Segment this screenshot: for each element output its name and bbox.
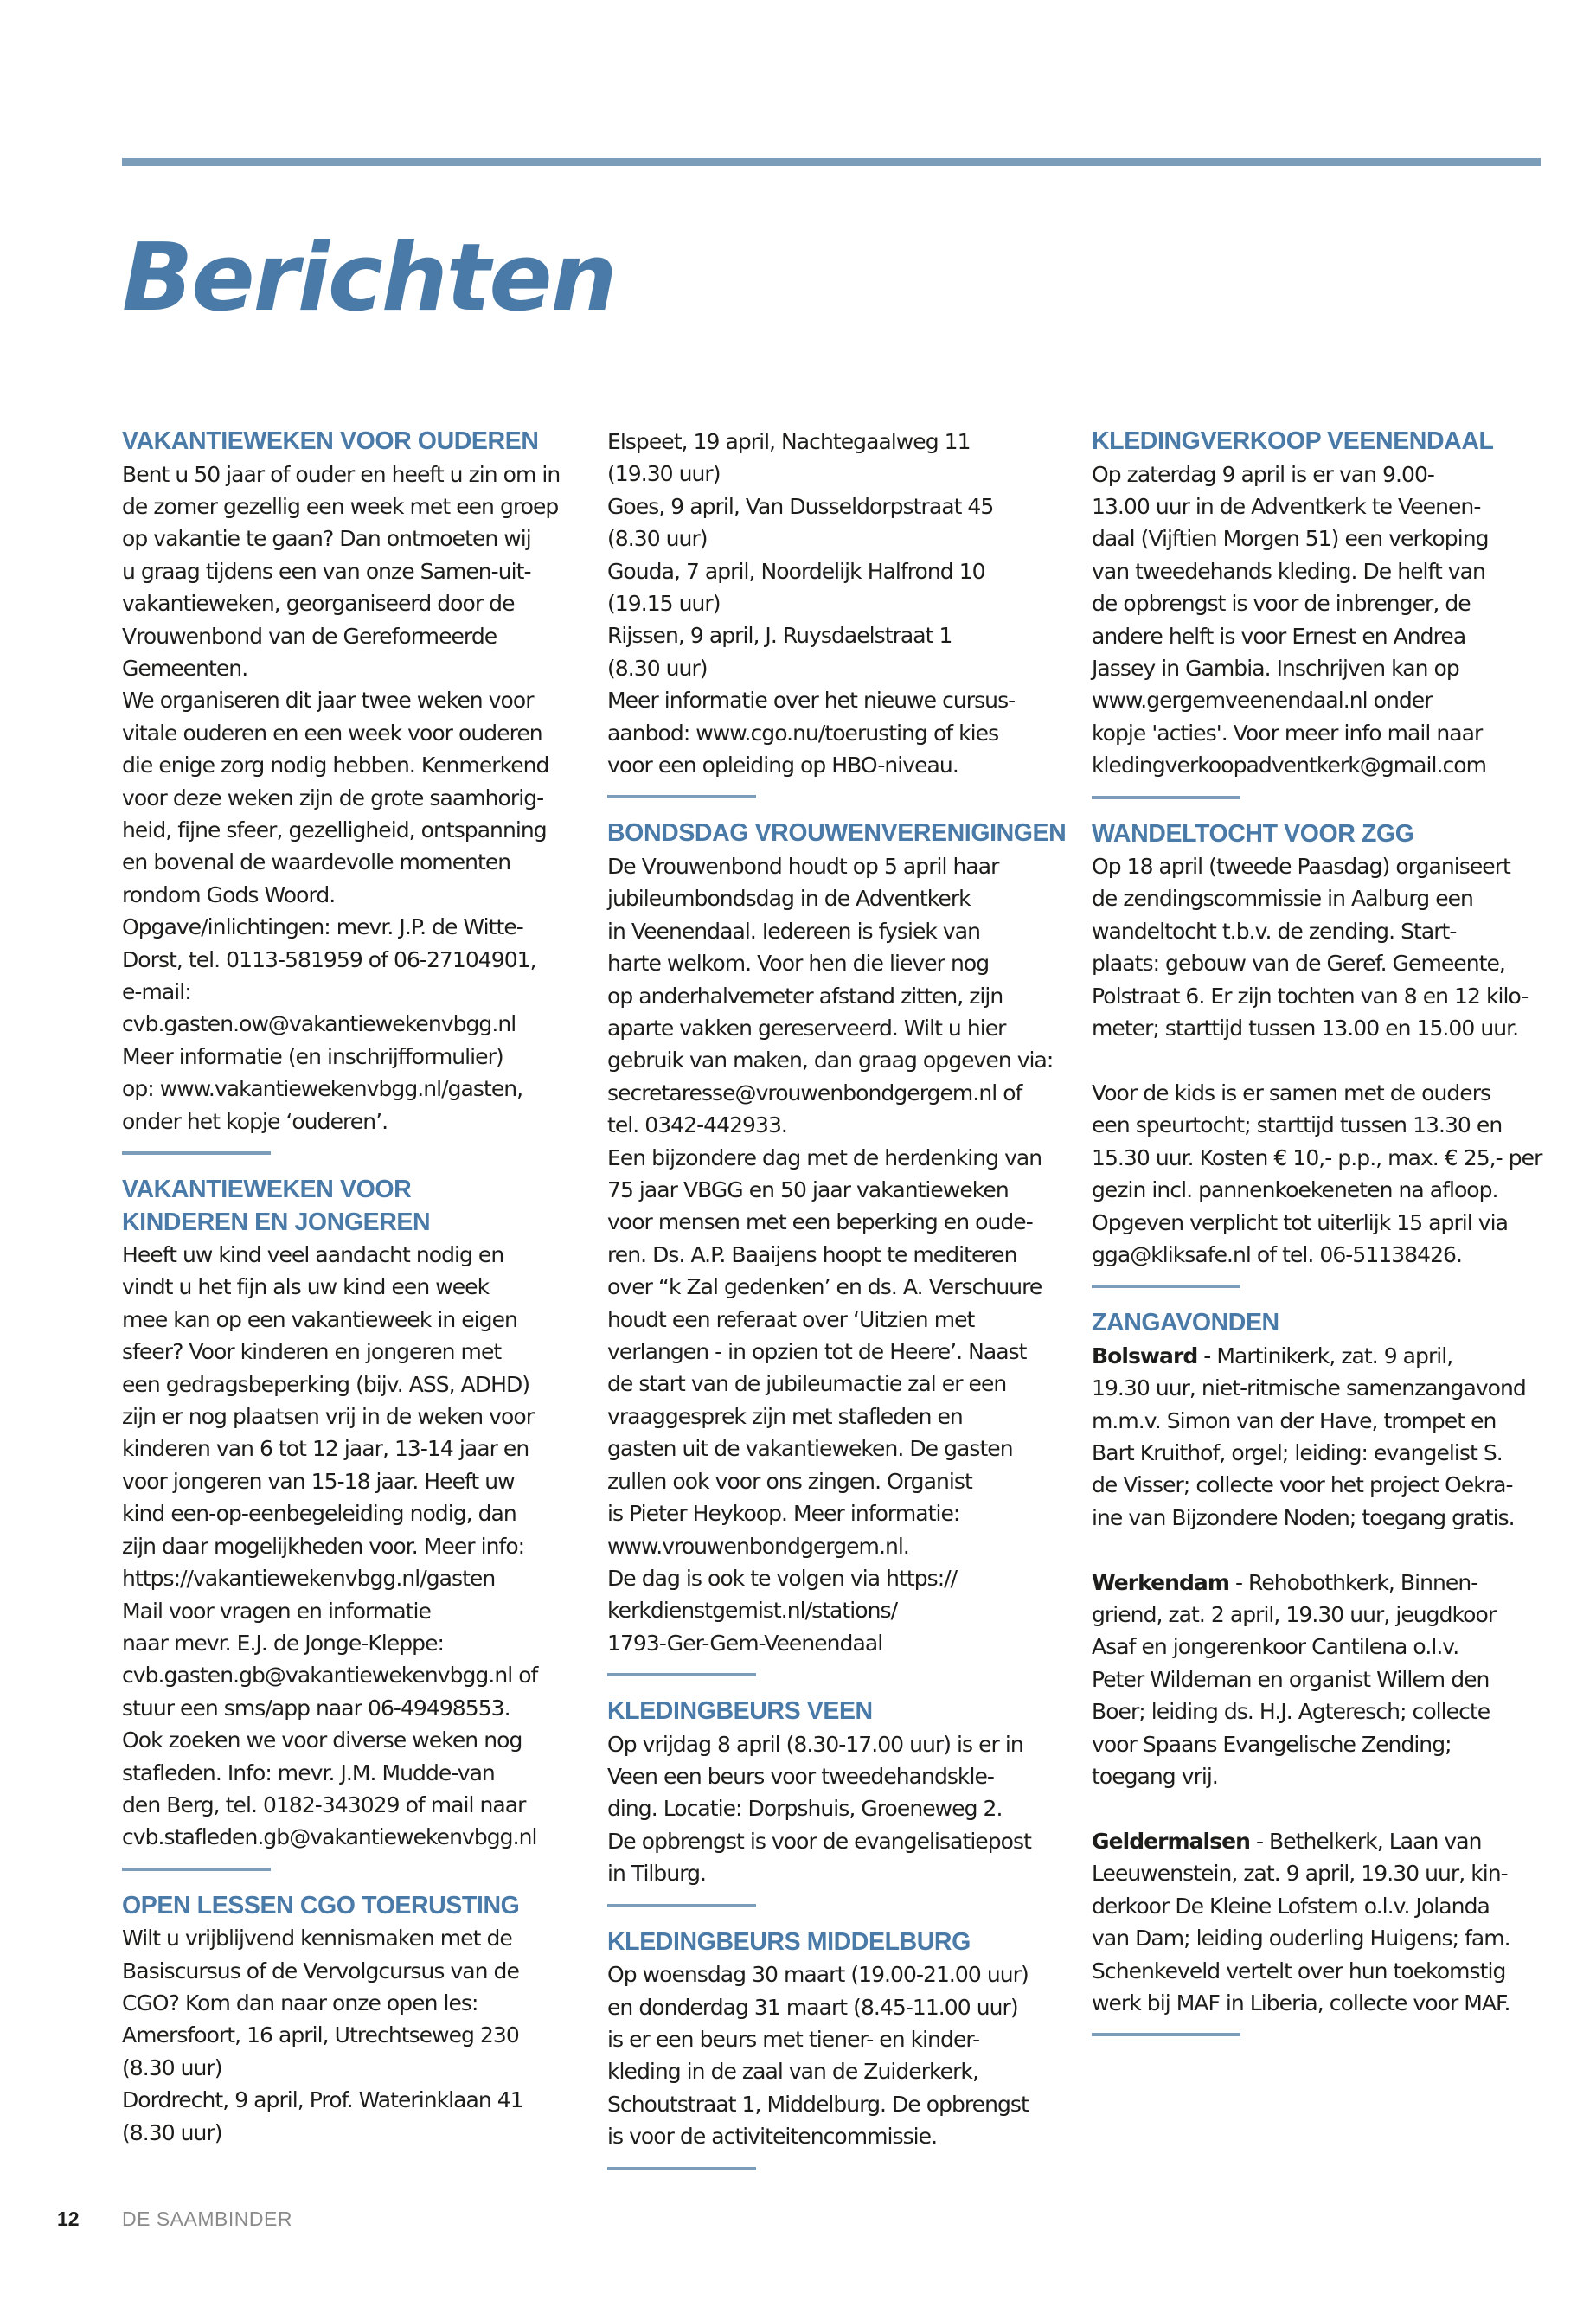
- section-divider: [1092, 1285, 1240, 1288]
- text-line: 1793-Ger-Gem-Veenendaal: [607, 1630, 883, 1656]
- text-line: Op 18 april (tweede Paasdag) organiseert: [1092, 854, 1510, 880]
- text-line: zijn daar mogelijkheden voor. Meer info:: [122, 1533, 525, 1559]
- text-line: Mail voor vragen en informatie: [122, 1598, 431, 1624]
- text-line: gga@kliksafe.nl of tel. 06-51138426.: [1092, 1241, 1463, 1267]
- text-line: Opgave/inlichtingen: mevr. J.P. de Witte-: [122, 914, 523, 940]
- text-line: Asaf en jongerenkoor Cantilena o.l.v.: [1092, 1634, 1459, 1660]
- text-line: www.vrouwenbondgergem.nl.: [607, 1533, 909, 1559]
- section-divider: [607, 2167, 756, 2170]
- paragraph-gap: [1092, 1534, 1554, 1566]
- location-label: Bolsward: [1092, 1343, 1198, 1368]
- text-line: www.gergemveenendaal.nl onder: [1092, 688, 1433, 714]
- text-line: CGO? Kom dan naar onze open les:: [122, 1990, 478, 2016]
- article-title-vakantieweken-ouderen: VAKANTIEWEKEN VOOR OUDEREN: [122, 427, 539, 455]
- text-line: 13.00 uur in de Adventkerk te Veenen-: [1092, 493, 1481, 519]
- location-label: Geldermalsen: [1092, 1828, 1250, 1854]
- text-line: u graag tijdens een van onze Samen-uit-: [122, 558, 531, 584]
- zangavond-bolsward-lead: Bolsward - Martinikerk, zat. 9 april,: [1092, 1343, 1453, 1368]
- text-line: op vakantie te gaan? Dan ontmoeten wij: [122, 526, 531, 552]
- text-line: is er een beurs met tiener- en kinder-: [607, 2026, 980, 2052]
- text-line: 19.30 uur, niet-ritmische samenzangavond: [1092, 1375, 1526, 1401]
- text-line: de zendingscommissie in Aalburg een: [1092, 886, 1473, 912]
- text-line: jubileumbondsdag in de Adventkerk: [607, 886, 971, 912]
- text-line: Op woensdag 30 maart (19.00-21.00 uur): [607, 1962, 1029, 1988]
- text-line: (8.30 uur): [607, 526, 708, 552]
- text-line: Gemeenten.: [122, 655, 248, 681]
- text-line: de start van de jubileumactie zal er een: [607, 1371, 1007, 1397]
- text-line: aanbod: www.cgo.nu/toerusting of kies: [607, 720, 999, 746]
- text-line: Goes, 9 april, Van Dusseldorpstraat 45: [607, 493, 994, 519]
- text-line: heid, fijne sfeer, gezelligheid, ontspanning: [122, 817, 547, 843]
- text-line: van Dam; leiding ouderling Huigens; fam.: [1092, 1926, 1510, 1952]
- text-line: We organiseren dit jaar twee weken voor: [122, 688, 534, 714]
- text-line: zijn er nog plaatsen vrij in de weken voor: [122, 1404, 535, 1430]
- text-line: Dorst, tel. 0113-581959 of 06-27104901,: [122, 946, 536, 972]
- text-line: (8.30 uur): [122, 2054, 222, 2080]
- text-line: Schenkeveld vertelt over hun toekomstig: [1092, 1958, 1506, 1984]
- section-divider: [122, 1151, 271, 1155]
- column-3: [1092, 426, 1554, 2055]
- article-title-wandeltocht: WANDELTOCHT VOOR ZGG: [1092, 819, 1414, 848]
- text-line: ren. Ds. A.P. Baaijens hoopt te mediteren: [607, 1241, 1017, 1267]
- text-line: voor Spaans Evangelische Zending;: [1092, 1731, 1452, 1757]
- text-line: kopje 'acties'. Voor meer info mail naar: [1092, 720, 1483, 746]
- text-line: mee kan op een vakantieweek in eigen: [122, 1306, 517, 1332]
- text-line: gezin incl. pannenkoekeneten na afloop.: [1092, 1177, 1498, 1203]
- section-divider: [607, 1904, 756, 1907]
- section-divider: [1092, 796, 1240, 799]
- text-line: De opbrengst is voor de evangelisatiepost: [607, 1828, 1031, 1854]
- text-line: gasten uit de vakantieweken. De gasten: [607, 1436, 1013, 1462]
- zangavond-werkendam-lead: Werkendam - Rehobothkerk, Binnen-: [1092, 1569, 1478, 1595]
- text-line: https://vakantiewekenvbgg.nl/gasten: [122, 1566, 496, 1592]
- text-line: voor deze weken zijn de grote saamhorig-: [122, 785, 544, 811]
- text-line: sfeer? Voor kinderen en jongeren met: [122, 1339, 502, 1365]
- text-line: Polstraat 6. Er zijn tochten van 8 en 12 kilo-: [1092, 983, 1529, 1009]
- text-line: Schoutstraat 1, Middelburg. De opbrengst: [607, 2091, 1029, 2117]
- text-line: de zomer gezellig een week met een groep: [122, 493, 559, 519]
- text-line: Bart Kruithof, orgel; leiding: evangelist S.: [1092, 1440, 1503, 1466]
- article-body-wandeltocht: [1092, 850, 1554, 1044]
- text-line: op anderhalvemeter afstand zitten, zijn: [607, 983, 1003, 1009]
- text-line: werk bij MAF in Liberia, collecte voor MAF.: [1092, 1990, 1510, 2016]
- text-line: kledingverkoopadventkerk@gmail.com: [1092, 753, 1487, 779]
- article-body-vakantieweken-kinderen: [122, 1239, 585, 1854]
- text-line: Rijssen, 9 april, J. Ruysdaelstraat 1: [607, 623, 952, 649]
- text-line: vraaggesprek zijn met stafleden en: [607, 1403, 963, 1429]
- text-line: een speurtocht; starttijd tussen 13.30 en: [1092, 1112, 1503, 1138]
- text-line: in Tilburg.: [607, 1861, 707, 1887]
- column-2: [607, 426, 1070, 2189]
- text-line: (19.30 uur): [607, 461, 721, 487]
- zangavond-geldermalsen-body: [1092, 1857, 1554, 2019]
- article-body-wandeltocht-kids: [1092, 1077, 1554, 1271]
- text-line: rondom Gods Woord.: [122, 881, 336, 907]
- section-divider: [607, 1673, 756, 1676]
- text-line: zullen ook voor ons zingen. Organist: [607, 1468, 972, 1494]
- text-line: Voor de kids is er samen met de ouders: [1092, 1080, 1491, 1106]
- text-line: voor jongeren van 15-18 jaar. Heeft uw: [122, 1468, 515, 1494]
- text-line: (8.30 uur): [607, 655, 708, 681]
- text-line: stafleden. Info: mevr. J.M. Mudde-van: [122, 1759, 495, 1785]
- text-line: Peter Wildeman en organist Willem den: [1092, 1666, 1490, 1692]
- zangavond-geldermalsen-lead: Geldermalsen - Bethelkerk, Laan van: [1092, 1828, 1482, 1854]
- article-title-kledingverkoop-veenendaal: KLEDINGVERKOOP VEENENDAAL: [1092, 427, 1494, 455]
- text-line: cvb.gasten.gb@vakantiewekenvbgg.nl of: [122, 1663, 538, 1689]
- publication-name: DE SAAMBINDER: [122, 2208, 292, 2230]
- text-line: van tweedehands kleding. De helft van: [1092, 558, 1485, 584]
- text-line: plaats: gebouw van de Geref. Gemeente,: [1092, 951, 1505, 977]
- text-line: die enige zorg nodig hebben. Kenmerkend: [122, 753, 549, 779]
- text-line: Ook zoeken we voor diverse weken nog: [122, 1727, 522, 1753]
- text-line: (19.15 uur): [607, 591, 721, 617]
- text-line: Elspeet, 19 april, Nachtegaalweg 11: [607, 429, 971, 454]
- article-body-kledingbeurs-middelburg: [607, 1958, 1070, 2152]
- text-line: Vrouwenbond van de Gereformeerde: [122, 623, 497, 649]
- text-line: ding. Locatie: Dorpshuis, Groeneweg 2.: [607, 1796, 1003, 1822]
- text-line: Op zaterdag 9 april is er van 9.00-: [1092, 461, 1434, 487]
- text-line: andere helft is voor Ernest en Andrea: [1092, 623, 1466, 649]
- page-number: 12: [57, 2208, 80, 2230]
- text-line: verlangen - in opzien tot de Heere’. Naast: [607, 1339, 1027, 1365]
- text-line: stuur een sms/app naar 06-49498553.: [122, 1695, 510, 1721]
- text-line: naar mevr. E.J. de Jonge-Kleppe:: [122, 1630, 444, 1656]
- text-line: De Vrouwenbond houdt op 5 april haar: [607, 853, 999, 879]
- text-line: e-mail:: [122, 979, 191, 1004]
- text-line: Op vrijdag 8 april (8.30-17.00 uur) is er in: [607, 1731, 1023, 1757]
- text-line: Basiscursus of de Vervolgcursus van de: [122, 1958, 519, 1984]
- text-line: griend, zat. 2 april, 19.30 uur, jeugdkoor: [1092, 1602, 1497, 1628]
- text-line: cvb.stafleden.gb@vakantiewekenvbgg.nl: [122, 1824, 537, 1850]
- text-line: secretaresse@vrouwenbondgergem.nl of: [607, 1080, 1022, 1106]
- text-line: 15.30 uur. Kosten € 10,- p.p., max. € 25,- per: [1092, 1144, 1542, 1170]
- article-body-kledingbeurs-veen: [607, 1728, 1070, 1890]
- text-line: Opgeven verplicht tot uiterlijk 15 april via: [1092, 1209, 1509, 1235]
- text-line: meter; starttijd tussen 13.00 en 15.00 uur.: [1092, 1016, 1519, 1042]
- text-line: toegang vrij.: [1092, 1764, 1218, 1790]
- location-label: Werkendam: [1092, 1569, 1229, 1595]
- text-line: de opbrengst is voor de inbrenger, de: [1092, 591, 1471, 617]
- article-title-open-lessen-cgo: OPEN LESSEN CGO TOERUSTING: [122, 1891, 520, 1920]
- section-divider: [607, 795, 756, 798]
- text-line: gebruik van maken, dan graag opgeven via:: [607, 1048, 1054, 1074]
- text-line: tel. 0342-442933.: [607, 1112, 787, 1138]
- text-line: is Pieter Heykoop. Meer informatie:: [607, 1501, 960, 1527]
- text-line: over “k Zal gedenken’ en ds. A. Verschuure: [607, 1274, 1042, 1300]
- text-line: voor een opleiding op HBO-niveau.: [607, 753, 958, 779]
- text-line: Gouda, 7 april, Noordelijk Halfrond 10: [607, 558, 985, 584]
- article-body-bondsdag: [607, 850, 1070, 1659]
- text-line: Meer informatie (en inschrijfformulier): [122, 1043, 503, 1069]
- article-title-vakantieweken-kinderen: VAKANTIEWEKEN VOOR KINDEREN EN JONGEREN: [122, 1176, 431, 1236]
- article-body-open-lessen-cgo: [122, 1922, 585, 2149]
- text-line: is voor de activiteitencommissie.: [607, 2124, 938, 2150]
- text-line: Veen een beurs voor tweedehandskle-: [607, 1764, 994, 1790]
- page-title: Berichten: [122, 224, 616, 332]
- column-1: [122, 426, 585, 2149]
- text-line: m.m.v. Simon van der Have, trompet en: [1092, 1407, 1497, 1433]
- article-title-bondsdag: BONDSDAG VROUWENVERENIGINGEN: [607, 819, 1067, 848]
- text-line: Leeuwenstein, zat. 9 april, 19.30 uur, kin-: [1092, 1861, 1508, 1887]
- text-line: ine van Bijzondere Noden; toegang gratis.: [1092, 1504, 1515, 1530]
- text-line: vindt u het fijn als uw kind een week: [122, 1274, 490, 1300]
- text-line: aparte vakken gereserveerd. Wilt u hier: [607, 1016, 1006, 1041]
- text-line: kerkdienstgemist.nl/stations/: [607, 1598, 898, 1624]
- text-line: Wilt u vrijblijvend kennismaken met de: [122, 1926, 512, 1952]
- text-line: vitale ouderen en een week voor ouderen: [122, 720, 542, 746]
- text-line: een gedragsbeperking (bijv. ASS, ADHD): [122, 1371, 530, 1397]
- article-title-kledingbeurs-middelburg: KLEDINGBEURS MIDDELBURG: [607, 1927, 971, 1956]
- text-line: harte welkom. Voor hen die liever nog: [607, 951, 990, 977]
- article-body-vakantieweken-ouderen: [122, 458, 585, 1138]
- zangavond-werkendam-body: [1092, 1599, 1554, 1792]
- text-line: wandeltocht t.b.v. de zending. Start-: [1092, 918, 1457, 944]
- text-line: kinderen van 6 tot 12 jaar, 13-14 jaar en: [122, 1436, 529, 1462]
- text-line: kind een-op-eenbegeleiding nodig, dan: [122, 1501, 516, 1527]
- text-line: kleding in de zaal van de Zuiderkerk,: [607, 2059, 978, 2085]
- text-line: Dordrecht, 9 april, Prof. Waterinklaan 41: [122, 2087, 523, 2113]
- text-line: houdt een referaat over ‘Uitzien met: [607, 1306, 975, 1332]
- text-line: De dag is ook te volgen via https://: [607, 1565, 958, 1591]
- text-line: vakantieweken, georganiseerd door de: [122, 591, 515, 617]
- text-line: op: www.vakantiewekenvbgg.nl/gasten,: [122, 1076, 523, 1102]
- section-divider: [1092, 2033, 1240, 2036]
- text-line: de Visser; collecte voor het project Oekra-: [1092, 1472, 1513, 1498]
- text-line: (8.30 uur): [122, 2119, 222, 2145]
- text-line: derkoor De Kleine Lofstem o.l.v. Jolanda: [1092, 1893, 1490, 1919]
- text-line: in Veenendaal. Iedereen is fysiek van: [607, 918, 981, 944]
- text-line: Bent u 50 jaar of ouder en heeft u zin om in: [122, 461, 561, 487]
- zangavond-bolsward-body: [1092, 1372, 1554, 1534]
- text-line: cvb.gasten.ow@vakantiewekenvbgg.nl: [122, 1011, 516, 1037]
- text-line: Heeft uw kind veel aandacht nodig en: [122, 1242, 504, 1268]
- article-title-kledingbeurs-veen: KLEDINGBEURS VEEN: [607, 1697, 873, 1726]
- article-body-kledingverkoop-veenendaal: [1092, 458, 1554, 782]
- top-rule: [122, 158, 1541, 166]
- text-line: voor mensen met een beperking en oude-: [607, 1209, 1033, 1235]
- text-line: Meer informatie over het nieuwe cursus-: [607, 688, 1016, 714]
- text-line: daal (Vijftien Morgen 51) een verkoping: [1092, 526, 1489, 552]
- section-divider: [122, 1868, 271, 1871]
- text-line: Jassey in Gambia. Inschrijven kan op: [1092, 655, 1459, 681]
- text-line: den Berg, tel. 0182-343029 of mail naar: [122, 1791, 526, 1817]
- paragraph-gap: [1092, 1045, 1554, 1077]
- article-title-zangavonden: ZANGAVONDEN: [1092, 1309, 1279, 1337]
- text-line: 75 jaar VBGG en 50 jaar vakantieweken: [607, 1177, 1009, 1203]
- text-line: en donderdag 31 maart (8.45-11.00 uur): [607, 1994, 1018, 2020]
- text-line: onder het kopje ‘ouderen’.: [122, 1108, 388, 1134]
- text-line: en bovenal de waardevolle momenten: [122, 849, 511, 875]
- text-line: Amersfoort, 16 april, Utrechtseweg 230: [122, 2022, 519, 2048]
- article-body-open-lessen-cgo-continued: [607, 426, 1070, 781]
- paragraph-gap: [1092, 1793, 1554, 1825]
- text-line: Boer; leiding ds. H.J. Agteresch; collecte: [1092, 1699, 1490, 1725]
- text-line: Een bijzondere dag met de herdenking van: [607, 1144, 1042, 1170]
